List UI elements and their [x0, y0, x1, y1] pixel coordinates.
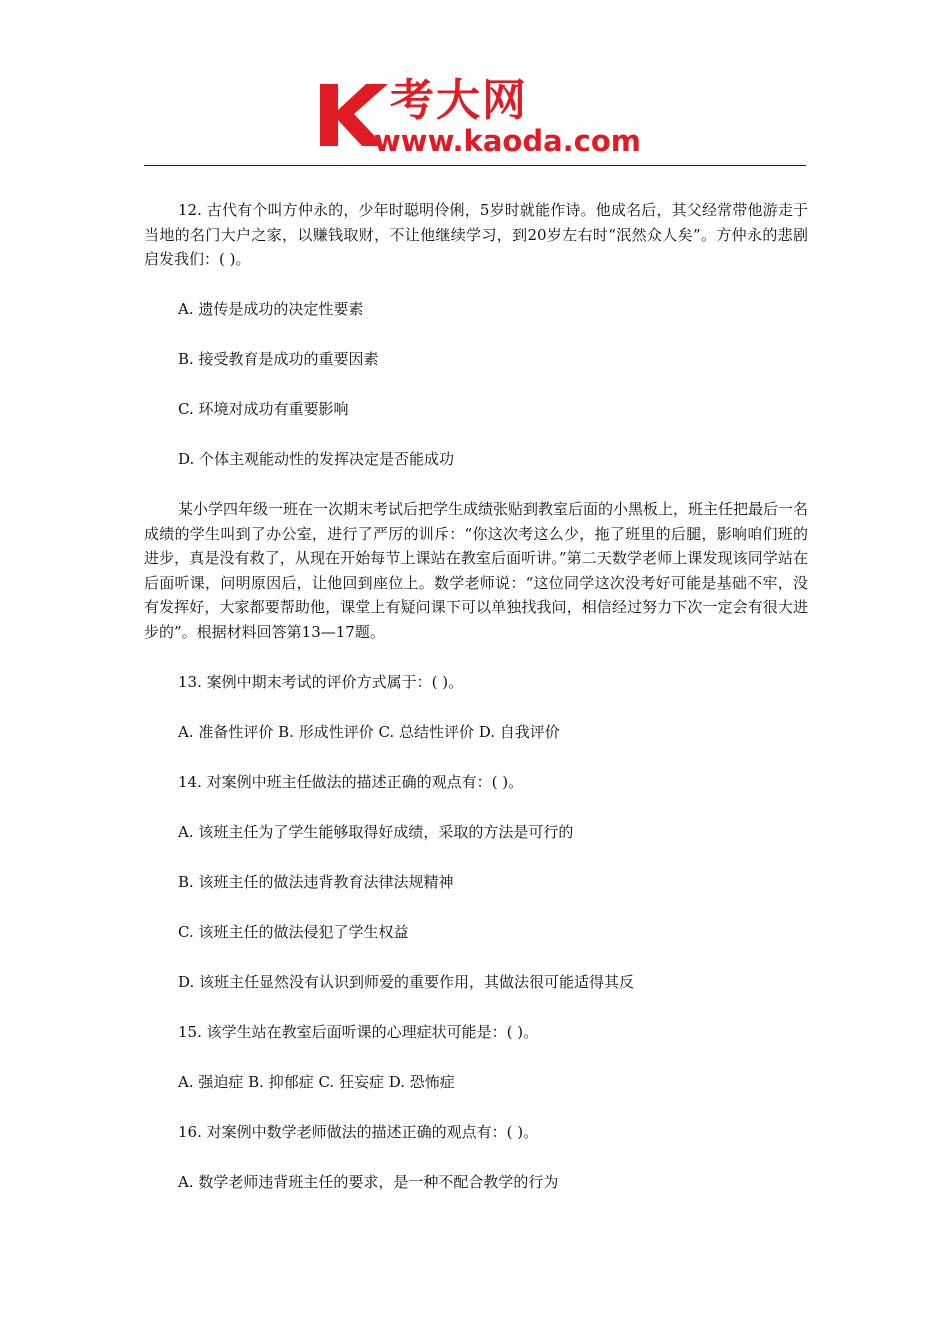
question-13-options: A. 准备性评价 B. 形成性评价 C. 总结性评价 D. 自我评价 — [178, 722, 560, 741]
question-12-option-a: A. 遗传是成功的决定性要素 — [178, 300, 364, 318]
question-15-options: A. 强迫症 B. 抑郁症 C. 狂妄症 D. 恐怖症 — [178, 1072, 455, 1091]
question-16-option-a: A. 数学老师违背班主任的要求，是一种不配合教学的行为 — [178, 1172, 559, 1191]
logo-chinese-name: 考大网 — [390, 75, 528, 126]
question-12-stem: 12. 古代有个叫方仲永的，少年时聪明伶俐，5岁时就能作诗。他成名后，其父经常带他游走于当地的名门大户之家，以赚钱取财，不让他继续学习，到20岁左右时“泯然众人矣”。方仲永的悲剧启发我们：( )。 — [144, 201, 808, 268]
question-14-option-a: A. 该班主任为了学生能够取得好成绩，采取的方法是可行的 — [178, 822, 574, 841]
question-12-option-c: C. 环境对成功有重要影响 — [178, 400, 349, 418]
document-body — [144, 198, 808, 1194]
question-15-stem: 15. 该学生站在教室后面听课的心理症状可能是：( )。 — [178, 1022, 539, 1041]
kaoda-logo — [318, 75, 648, 160]
question-13-stem: 13. 案例中期末考试的评价方式属于：( )。 — [178, 672, 464, 691]
question-12-option-b: B. 接受教育是成功的重要因素 — [178, 350, 379, 368]
logo-website-url: www.kaoda.com — [374, 124, 641, 158]
question-14-stem: 14. 对案例中班主任做法的描述正确的观点有：( )。 — [178, 772, 524, 791]
question-16-stem: 16. 对案例中数学老师做法的描述正确的观点有：( )。 — [178, 1122, 539, 1141]
question-14-option-c: C. 该班主任的做法侵犯了学生权益 — [178, 922, 409, 941]
question-14-option-b: B. 该班主任的做法违背教育法律法规精神 — [178, 872, 454, 891]
question-12-option-d: D. 个体主观能动性的发挥决定是否能成功 — [178, 450, 455, 468]
question-14-option-d: D. 该班主任显然没有认识到师爱的重要作用，其做法很可能适得其反 — [178, 972, 635, 991]
case-material: 某小学四年级一班在一次期末考试后把学生成绩张贴到教室后面的小黑板上，班主任把最后一名成绩的学生叫到了办公室，进行了严厉的训斥：“你这次考这么少，拖了班里的后腿，影响咱们班的进步，真是没有救了，从现在开始每节上课站在教室后面听讲。”第二天数学老师上课发现该同学站在后面听课，问明原因后，让他回到座位上。数学老师说：“这位同学这次没考好可能是基础不牢，没有发挥好，大家都要帮助他，课堂上有疑问课下可以单独找我问，相信经过努力下次一定会有很大进步的”。根据材料回答第13—17题。 — [144, 500, 809, 641]
header-divider — [144, 165, 806, 166]
